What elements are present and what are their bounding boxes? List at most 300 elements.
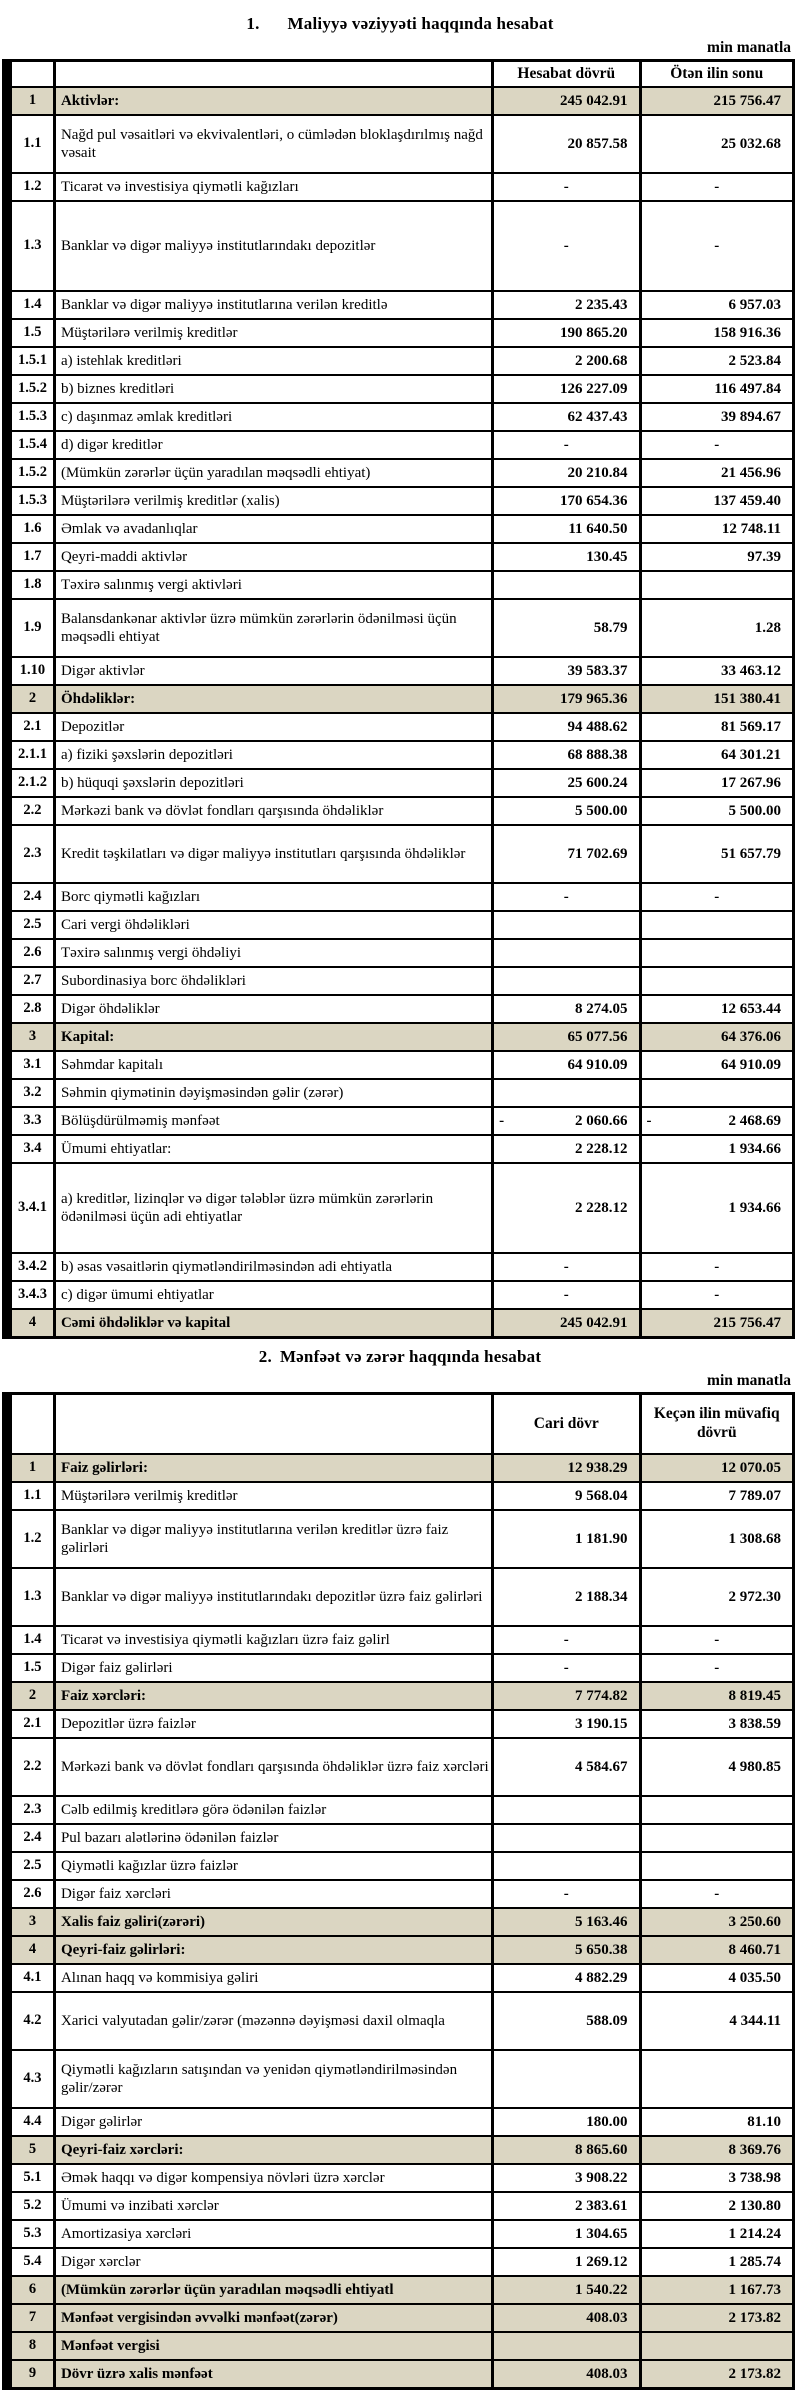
row-number-cell: 2.1.1: [7, 741, 54, 769]
value-cell-previous: -: [640, 1253, 794, 1281]
row-number-cell: 4: [7, 1309, 54, 1338]
row-number-cell: 1.5.2: [7, 375, 54, 403]
value-cell-current: 9 568.04: [493, 1482, 640, 1510]
table-row: [7, 1510, 794, 1568]
value-cell-current: -: [493, 1880, 640, 1908]
row-number-cell: 3.4.1: [7, 1163, 54, 1253]
row-number-cell: 2.6: [7, 1880, 54, 1908]
row-number-cell: 3.4.2: [7, 1253, 54, 1281]
value-cell-previous: 158 916.36: [640, 319, 794, 347]
table-row: [7, 403, 794, 431]
row-number-cell: 2.1.2: [7, 769, 54, 797]
value-cell-current: 4 584.67: [493, 1738, 640, 1796]
value-cell-previous: 17 267.96: [640, 769, 794, 797]
table-row: [7, 431, 794, 459]
table-row: [7, 2108, 794, 2136]
table-row: [7, 741, 794, 769]
value-cell-current: 2 235.43: [493, 291, 640, 319]
value-cell-previous: 1 934.66: [640, 1163, 794, 1253]
value-cell-previous: 5 500.00: [640, 797, 794, 825]
value-cell-current: 4 882.29: [493, 1964, 640, 1992]
row-number-cell: 3.4.3: [7, 1281, 54, 1309]
row-number-cell: 4.4: [7, 2108, 54, 2136]
row-label-cell: a) istehlak kreditləri: [54, 347, 492, 375]
value-cell-current: 62 437.43: [493, 403, 640, 431]
header-cell-number: [7, 1394, 54, 1455]
row-label-cell: Cəmi öhdəliklər və kapital: [54, 1309, 492, 1338]
table-row: [7, 201, 794, 291]
value-cell-previous: 39 894.67: [640, 403, 794, 431]
row-number-cell: 3.4: [7, 1135, 54, 1163]
row-label-cell: Mənfəət vergisindən əvvəlki mənfəət(zərər): [54, 2304, 492, 2332]
value-cell-previous: 137 459.40: [640, 487, 794, 515]
value-cell-current: -: [493, 173, 640, 201]
row-label-cell: Öhdəliklər:: [54, 685, 492, 713]
value-cell-current: -: [493, 431, 640, 459]
row-number-cell: 1.5.3: [7, 403, 54, 431]
table-row: [7, 1023, 794, 1051]
table-row: [7, 115, 794, 173]
value-cell-previous: 1.28: [640, 599, 794, 657]
value-cell-current: 3 190.15: [493, 1710, 640, 1738]
value-cell-previous: 51 657.79: [640, 825, 794, 883]
table-row: [7, 1482, 794, 1510]
value-cell-previous: 215 756.47: [640, 1309, 794, 1338]
value-cell-previous: 2 972.30: [640, 1568, 794, 1626]
row-label-cell: Ticarət və investisiya qiymətli kağızları: [54, 173, 492, 201]
table-row: [7, 1163, 794, 1253]
value-cell-previous: 1 285.74: [640, 2248, 794, 2276]
value-cell-current: 68 888.38: [493, 741, 640, 769]
row-label-cell: Qeyri-faiz gəlirləri:: [54, 1936, 492, 1964]
row-label-cell: Ümumi və inzibati xərclər: [54, 2192, 492, 2220]
row-number-cell: 2.2: [7, 1738, 54, 1796]
value-cell-previous: 8 369.76: [640, 2136, 794, 2164]
row-label-cell: Banklar və digər maliyyə institutlarındakı depozitlər: [54, 201, 492, 291]
value-cell-current: 25 600.24: [493, 769, 640, 797]
table-row: [7, 1908, 794, 1936]
table-row: [7, 1454, 794, 1482]
value-cell-current: -: [493, 1654, 640, 1682]
value-cell-current: 71 702.69: [493, 825, 640, 883]
table-row: [7, 1568, 794, 1626]
profit-loss-section: [0, 1347, 800, 2390]
value-cell-previous: 64 910.09: [640, 1051, 794, 1079]
value-cell-previous: -: [640, 883, 794, 911]
table-row: [7, 1682, 794, 1710]
value-cell-previous: -: [640, 1654, 794, 1682]
table-row: [7, 967, 794, 995]
value-cell-previous: [640, 911, 794, 939]
table-row: [7, 1796, 794, 1824]
row-number-cell: 5.3: [7, 2220, 54, 2248]
table-row: [7, 599, 794, 657]
table-row: [7, 1654, 794, 1682]
row-label-cell: Qiymətli kağızların satışından və yenidən qiymətləndirilməsindən gəlir/zərər: [54, 2050, 492, 2108]
financial-position-section: [0, 14, 800, 1339]
table-row: [7, 1253, 794, 1281]
row-label-cell: Digər faiz xərcləri: [54, 1880, 492, 1908]
value-cell-previous: [640, 1852, 794, 1880]
value-cell-current: 5 163.46: [493, 1908, 640, 1936]
row-number-cell: 7: [7, 2304, 54, 2332]
row-number-cell: 1.1: [7, 115, 54, 173]
row-number-cell: 1.5.4: [7, 431, 54, 459]
table-row: [7, 375, 794, 403]
value-cell-current: 8 274.05: [493, 995, 640, 1023]
table-row: [7, 1710, 794, 1738]
row-label-cell: Ümumi ehtiyatlar:: [54, 1135, 492, 1163]
value-cell-previous: -: [640, 1626, 794, 1654]
value-cell-previous: -: [640, 431, 794, 459]
row-number-cell: 2: [7, 1682, 54, 1710]
financial-position-table: [2, 59, 795, 1339]
value-cell-current: 2 383.61: [493, 2192, 640, 2220]
value-cell-previous: [640, 967, 794, 995]
row-number-cell: 1.8: [7, 571, 54, 599]
table-row: [7, 2304, 794, 2332]
row-number-cell: 6: [7, 2276, 54, 2304]
value-cell-current: 20 857.58: [493, 115, 640, 173]
value-cell-current: 11 640.50: [493, 515, 640, 543]
value-cell-previous: [640, 2332, 794, 2360]
value-cell-current: 39 583.37: [493, 657, 640, 685]
value-cell-current: - 2 060.66: [493, 1107, 640, 1135]
value-cell-previous: 64 301.21: [640, 741, 794, 769]
row-label-cell: Qiymətli kağızlar üzrə faizlər: [54, 1852, 492, 1880]
row-label-cell: c) daşınmaz əmlak kreditləri: [54, 403, 492, 431]
row-number-cell: 1.5: [7, 319, 54, 347]
row-number-cell: 4.3: [7, 2050, 54, 2108]
value-cell-current: 1 540.22: [493, 2276, 640, 2304]
row-number-cell: 2.5: [7, 911, 54, 939]
table-row: [7, 1880, 794, 1908]
report-2-title-text: Mənfəət və zərər haqqında hesabat: [279, 1347, 542, 1366]
value-cell-previous: 1 167.73: [640, 2276, 794, 2304]
value-cell-previous: 2 130.80: [640, 2192, 794, 2220]
value-cell-previous: 1 308.68: [640, 1510, 794, 1568]
row-number-cell: 3.1: [7, 1051, 54, 1079]
table-row: [7, 657, 794, 685]
value-cell-current: 12 938.29: [493, 1454, 640, 1482]
row-number-cell: 1.3: [7, 1568, 54, 1626]
row-number-cell: 1: [7, 1454, 54, 1482]
row-label-cell: Mənfəət vergisi: [54, 2332, 492, 2360]
value-cell-previous: [640, 1824, 794, 1852]
value-cell-previous: 3 838.59: [640, 1710, 794, 1738]
row-label-cell: Təxirə salınmış vergi öhdəliyi: [54, 939, 492, 967]
table-row: [7, 2164, 794, 2192]
value-cell-current: [493, 1079, 640, 1107]
value-cell-current: [493, 911, 640, 939]
row-number-cell: 1.2: [7, 1510, 54, 1568]
value-cell-previous: 3 738.98: [640, 2164, 794, 2192]
value-cell-previous: 2 173.82: [640, 2360, 794, 2389]
value-cell-previous: 12 748.11: [640, 515, 794, 543]
table-row: [7, 2276, 794, 2304]
row-number-cell: 1.10: [7, 657, 54, 685]
value-cell-previous: 12 070.05: [640, 1454, 794, 1482]
table-row: [7, 319, 794, 347]
table-row: [7, 995, 794, 1023]
row-label-cell: Amortizasiya xərcləri: [54, 2220, 492, 2248]
header-cell-prior-year-period: Keçən ilin müvafiq dövrü: [640, 1394, 794, 1455]
report-2-title-number: 2.: [258, 1347, 272, 1366]
row-label-cell: Banklar və digər maliyyə institutlarına verilən kreditlər üzrə faiz gəlirləri: [54, 1510, 492, 1568]
row-number-cell: 2.5: [7, 1852, 54, 1880]
table-row: [7, 2192, 794, 2220]
row-number-cell: 4.2: [7, 1992, 54, 2050]
value-cell-current: 179 965.36: [493, 685, 640, 713]
report-1-title-number: 1.: [246, 14, 260, 33]
row-label-cell: Bölüşdürülməmiş mənfəət: [54, 1107, 492, 1135]
value-cell-previous: 116 497.84: [640, 375, 794, 403]
value-cell-previous: 2 173.82: [640, 2304, 794, 2332]
value-cell-current: [493, 1852, 640, 1880]
profit-loss-table: [2, 1392, 795, 2390]
row-number-cell: 5.2: [7, 2192, 54, 2220]
value-cell-previous: 151 380.41: [640, 685, 794, 713]
row-label-cell: Banklar və digər maliyyə institutlarındakı depozitlər üzrə faiz gəlirləri: [54, 1568, 492, 1626]
value-cell-current: -: [493, 883, 640, 911]
row-label-cell: Digər öhdəliklər: [54, 995, 492, 1023]
row-label-cell: b) hüquqi şəxslərin depozitləri: [54, 769, 492, 797]
row-label-cell: b) əsas vəsaitlərin qiymətləndirilməsindən adi ehtiyatla: [54, 1253, 492, 1281]
row-label-cell: Depozitlər: [54, 713, 492, 741]
row-label-cell: Pul bazarı alətlərinə ödənilən faizlər: [54, 1824, 492, 1852]
table-row: [7, 459, 794, 487]
row-number-cell: 1.5.3: [7, 487, 54, 515]
row-label-cell: a) fiziki şəxslərin depozitləri: [54, 741, 492, 769]
table-row: [7, 1852, 794, 1880]
value-cell-previous: -: [640, 1880, 794, 1908]
value-cell-current: 58.79: [493, 599, 640, 657]
table-row: [7, 347, 794, 375]
row-number-cell: 1.4: [7, 291, 54, 319]
table-row: [7, 1281, 794, 1309]
value-cell-current: 130.45: [493, 543, 640, 571]
value-cell-current: 1 304.65: [493, 2220, 640, 2248]
value-cell-current: 126 227.09: [493, 375, 640, 403]
row-label-cell: Digər xərclər: [54, 2248, 492, 2276]
table-row: [7, 685, 794, 713]
value-cell-current: 64 910.09: [493, 1051, 640, 1079]
value-cell-previous: 7 789.07: [640, 1482, 794, 1510]
row-number-cell: 1.4: [7, 1626, 54, 1654]
table-row: [7, 2136, 794, 2164]
value-cell-previous: [640, 2050, 794, 2108]
row-label-cell: Ticarət və investisiya qiymətli kağızları üzrə faiz gəlirl: [54, 1626, 492, 1654]
row-label-cell: Faiz gəlirləri:: [54, 1454, 492, 1482]
row-label-cell: Balansdankənar aktivlər üzrə mümkün zərərlərin ödənilməsi üçün məqsədli ehtiyat: [54, 599, 492, 657]
value-cell-previous: [640, 571, 794, 599]
value-cell-previous: 2 523.84: [640, 347, 794, 375]
row-label-cell: Faiz xərcləri:: [54, 1682, 492, 1710]
row-number-cell: 1: [7, 87, 54, 115]
table-row: [7, 87, 794, 115]
row-label-cell: d) digər kreditlər: [54, 431, 492, 459]
value-cell-current: 2 200.68: [493, 347, 640, 375]
value-cell-current: 588.09: [493, 1992, 640, 2050]
value-cell-current: 245 042.91: [493, 87, 640, 115]
value-cell-previous: 97.39: [640, 543, 794, 571]
row-label-cell: Kredit təşkilatları və digər maliyyə institutları qarşısında öhdəliklər: [54, 825, 492, 883]
value-cell-current: 1 269.12: [493, 2248, 640, 2276]
value-cell-current: 8 865.60: [493, 2136, 640, 2164]
row-number-cell: 2.4: [7, 1824, 54, 1852]
value-cell-current: 2 228.12: [493, 1135, 640, 1163]
table-row: [7, 883, 794, 911]
value-cell-previous: 25 032.68: [640, 115, 794, 173]
row-label-cell: Müştərilərə verilmiş kreditlər: [54, 1482, 492, 1510]
row-label-cell: Xarici valyutadan gəlir/zərər (məzənnə dəyişməsi daxil olmaqla: [54, 1992, 492, 2050]
table-row: [7, 2360, 794, 2389]
row-number-cell: 1.1: [7, 1482, 54, 1510]
row-number-cell: 3: [7, 1023, 54, 1051]
value-cell-previous: 4 035.50: [640, 1964, 794, 1992]
row-label-cell: Aktivlər:: [54, 87, 492, 115]
header-row: [7, 1394, 794, 1455]
value-cell-previous: 33 463.12: [640, 657, 794, 685]
table-row: [7, 487, 794, 515]
value-cell-previous: -: [640, 173, 794, 201]
header-cell-number: [7, 61, 54, 88]
table-row: [7, 1964, 794, 1992]
value-cell-current: 20 210.84: [493, 459, 640, 487]
row-label-cell: a) kreditlər, lizinqlər və digər tələblər üzrə mümkün zərərlərin ödənilməsi üçün adi ehtiyatlar: [54, 1163, 492, 1253]
row-number-cell: 2.1: [7, 713, 54, 741]
row-number-cell: 1.9: [7, 599, 54, 657]
value-cell-current: 5 500.00: [493, 797, 640, 825]
table-row: [7, 1309, 794, 1338]
row-number-cell: 2.4: [7, 883, 54, 911]
value-cell-current: 65 077.56: [493, 1023, 640, 1051]
table-row: [7, 1051, 794, 1079]
value-cell-current: 245 042.91: [493, 1309, 640, 1338]
row-label-cell: Səhmdar kapitalı: [54, 1051, 492, 1079]
value-cell-current: [493, 967, 640, 995]
row-label-cell: Dövr üzrə xalis mənfəət: [54, 2360, 492, 2389]
row-number-cell: 2.1: [7, 1710, 54, 1738]
table-row: [7, 911, 794, 939]
value-cell-current: 1 181.90: [493, 1510, 640, 1568]
table-row: [7, 1135, 794, 1163]
report-1-title-text: Maliyyə vəziyyəti haqqında hesabat: [287, 14, 554, 33]
table-row: [7, 515, 794, 543]
value-cell-current: [493, 1796, 640, 1824]
row-label-cell: Təxirə salınmış vergi aktivləri: [54, 571, 492, 599]
value-cell-previous: 215 756.47: [640, 87, 794, 115]
row-number-cell: 5: [7, 2136, 54, 2164]
value-cell-current: 94 488.62: [493, 713, 640, 741]
table-row: [7, 571, 794, 599]
table-row: [7, 2332, 794, 2360]
row-number-cell: 1.3: [7, 201, 54, 291]
table-row: [7, 1626, 794, 1654]
row-label-cell: Digər gəlirlər: [54, 2108, 492, 2136]
value-cell-previous: 3 250.60: [640, 1908, 794, 1936]
row-number-cell: 5.4: [7, 2248, 54, 2276]
row-number-cell: 9: [7, 2360, 54, 2389]
header-row: [7, 61, 794, 88]
row-label-cell: Qeyri-faiz xərcləri:: [54, 2136, 492, 2164]
row-number-cell: 3.3: [7, 1107, 54, 1135]
row-label-cell: Kapital:: [54, 1023, 492, 1051]
row-label-cell: Cari vergi öhdəlikləri: [54, 911, 492, 939]
value-cell-previous: [640, 939, 794, 967]
table-row: [7, 1079, 794, 1107]
row-label-cell: Səhmin qiymətinin dəyişməsindən gəlir (zərər): [54, 1079, 492, 1107]
value-cell-current: 180.00: [493, 2108, 640, 2136]
row-label-cell: Qeyri-maddi aktivlər: [54, 543, 492, 571]
row-number-cell: 2.3: [7, 825, 54, 883]
row-label-cell: (Mümkün zərərlər üçün yaradılan məqsədli ehtiyatl: [54, 2276, 492, 2304]
row-number-cell: 2.8: [7, 995, 54, 1023]
value-cell-previous: [640, 1796, 794, 1824]
row-label-cell: Digər aktivlər: [54, 657, 492, 685]
row-number-cell: 1.2: [7, 173, 54, 201]
row-label-cell: (Mümkün zərərlər üçün yaradılan məqsədli ehtiyat): [54, 459, 492, 487]
value-cell-current: -: [493, 1281, 640, 1309]
table-row: [7, 1738, 794, 1796]
value-cell-current: 170 654.36: [493, 487, 640, 515]
row-label-cell: Mərkəzi bank və dövlət fondları qarşısında öhdəliklər: [54, 797, 492, 825]
value-cell-current: [493, 571, 640, 599]
row-label-cell: c) digər ümumi ehtiyatlar: [54, 1281, 492, 1309]
value-cell-current: 7 774.82: [493, 1682, 640, 1710]
table-row: [7, 1936, 794, 1964]
header-cell-label: [54, 1394, 492, 1455]
row-number-cell: 4: [7, 1936, 54, 1964]
row-number-cell: 8: [7, 2332, 54, 2360]
value-cell-previous: [640, 1079, 794, 1107]
report-2-title: [0, 1347, 800, 1367]
value-cell-previous: 4 344.11: [640, 1992, 794, 2050]
row-number-cell: 5.1: [7, 2164, 54, 2192]
row-number-cell: 1.5: [7, 1654, 54, 1682]
table-row: [7, 2248, 794, 2276]
row-number-cell: 1.7: [7, 543, 54, 571]
table-row: [7, 769, 794, 797]
row-label-cell: Mərkəzi bank və dövlət fondları qarşısında öhdəliklər üzrə faiz xərcləri: [54, 1738, 492, 1796]
report-1-unit-label: min manatla: [707, 39, 791, 56]
row-number-cell: 3: [7, 1908, 54, 1936]
row-label-cell: Digər faiz gəlirləri: [54, 1654, 492, 1682]
value-cell-current: 5 650.38: [493, 1936, 640, 1964]
row-label-cell: Müştərilərə verilmiş kreditlər (xalis): [54, 487, 492, 515]
negative-sign: -: [646, 1113, 652, 1129]
value-cell-current: -: [493, 1253, 640, 1281]
negative-sign: -: [499, 1113, 505, 1129]
row-number-cell: 2.2: [7, 797, 54, 825]
row-label-cell: Banklar və digər maliyyə institutlarına verilən kreditlə: [54, 291, 492, 319]
table-row: [7, 291, 794, 319]
value-cell-current: 408.03: [493, 2360, 640, 2389]
row-number-cell: 2: [7, 685, 54, 713]
value-cell-previous: 8 819.45: [640, 1682, 794, 1710]
table-row: [7, 825, 794, 883]
header-cell-label: [54, 61, 492, 88]
row-label-cell: Əmlak və avadanlıqlar: [54, 515, 492, 543]
value-cell-current: 190 865.20: [493, 319, 640, 347]
value-cell-previous: 8 460.71: [640, 1936, 794, 1964]
header-cell-reporting-period: Hesabat dövrü: [493, 61, 640, 88]
report-2-unit-label: min manatla: [707, 1372, 791, 1389]
row-number-cell: 3.2: [7, 1079, 54, 1107]
row-label-cell: Cəlb edilmiş kreditlərə görə ödənilən faizlər: [54, 1796, 492, 1824]
table-row: [7, 173, 794, 201]
value-cell-current: [493, 1824, 640, 1852]
